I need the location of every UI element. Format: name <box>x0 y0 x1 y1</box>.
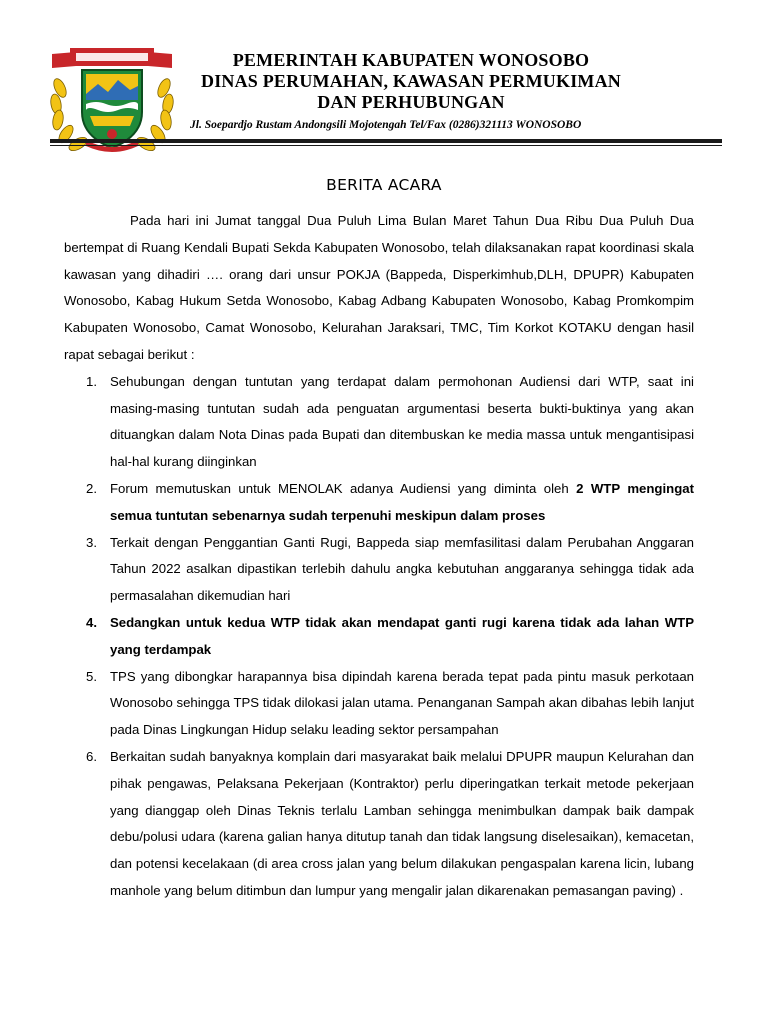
item-number: 3. <box>86 534 97 550</box>
agency-name: DINAS PERUMAHAN, KAWASAN PERMUKIMAN <box>201 71 621 91</box>
letterhead-divider-thick <box>50 139 722 143</box>
agency-name-continued: DAN PERHUBUNGAN <box>317 92 505 112</box>
item-text: Forum memutuskan untuk MENOLAK adanya Audiensi yang diminta oleh <box>110 480 577 496</box>
letterhead <box>176 50 646 113</box>
item-text: TPS yang dibongkar harapannya bisa dipindah karena berada tepat pada pintu masuk perkotaan Wonosobo sehingga TPS tidak dilokasi jalan utama. Penanganan Sampah akan dibahas lebih lanjut pada Dinas Lingkungan Hidup selaku leading sektor persampahan <box>110 668 694 738</box>
list-item <box>64 476 694 530</box>
intro-paragraph: Pada hari ini Jumat tanggal Dua Puluh Lima Bulan Maret Tahun Dua Ribu Dua Puluh Dua bertempat di Ruang Kendali Bupati Sekda Kabupaten Wonosobo, telah dilaksanakan rapat koordinasi skala kawasan yang dihadiri …. orang dari unsur POKJA (Bappeda, Disperkimhub,DLH, DPUPR) Kabupaten Wonosobo, Kabag Hukum Setda Wonosobo, Kabag Adbang Kabupaten Wonosobo, Kabag Promkompim Kabupaten Wonosobo, Camat Wonosobo, Kelurahan Jaraksari, TMC, Tim Korkot KOTAKU dengan hasil rapat sebagai berikut : <box>64 213 694 362</box>
government-name: PEMERINTAH KABUPATEN WONOSOBO <box>232 50 590 70</box>
item-number: 5. <box>86 668 97 684</box>
document-title: BERITA ACARA <box>326 176 442 194</box>
list-item <box>64 610 694 664</box>
meeting-results-list <box>64 369 694 905</box>
item-number: 2. <box>86 480 97 496</box>
list-item <box>64 369 694 476</box>
list-item <box>64 744 694 905</box>
item-text-bold: 2 WTP mengingat semua tuntutan sebenarnya sudah terpenuhi meskipun dalam proses <box>110 480 694 523</box>
item-number: 6. <box>86 748 97 764</box>
item-number: 1. <box>86 373 97 389</box>
list-item <box>64 530 694 610</box>
item-number: 4. <box>86 614 97 630</box>
document-body <box>64 208 694 905</box>
list-item <box>64 664 694 744</box>
item-text: Sehubungan dengan tuntutan yang terdapat dalam permohonan Audiensi dari WTP, saat ini masing-masing tuntutan sudah ada penguatan argumentasi beserta bukti-buktinya yang akan dituangkan dalam Nota Dinas pada Bupati dan ditembuskan ke media massa untuk mengantisipasi hal-hal kurang diinginkan <box>110 373 694 470</box>
agency-address: Jl. Soepardjo Rustam Andongsili Mojotengah Tel/Fax (0286)321113 WONOSOBO <box>190 119 582 131</box>
item-text-bold: Sedangkan untuk kedua WTP tidak akan mendapat ganti rugi karena tidak ada lahan WTP yang terdampak <box>110 614 694 657</box>
letterhead-divider-thin <box>50 145 722 146</box>
item-text: Terkait dengan Penggantian Ganti Rugi, Bappeda siap memfasilitasi dalam Perubahan Anggaran Tahun 2022 asalkan dipastikan terlebih dahulu angka kebutuhan anggaranya sehingga tidak ada permasalahan dikemudian hari <box>110 534 694 604</box>
item-text: Berkaitan sudah banyaknya komplain dari masyarakat baik melalui DPUPR maupun Kelurahan dan pihak pengawas, Pelaksana Pekerjaan (Kontraktor) perlu diperingatkan terkait metode pekerjaan yang dianggap oleh Dinas Teknis terlalu Lamban sehingga menimbulkan dampak baik dampak debu/polusi udara (karena galian hanya ditutup tanah dan tidak langsung diselesaikan), kemacetan, dan potensi kecelakaan (di area cross jalan yang belum dilakukan pengaspalan karena licin, lubang manhole yang belum ditimbun dan lumpur yang mengalir jalan dikarenakan pemasangan paving) . <box>110 748 694 898</box>
